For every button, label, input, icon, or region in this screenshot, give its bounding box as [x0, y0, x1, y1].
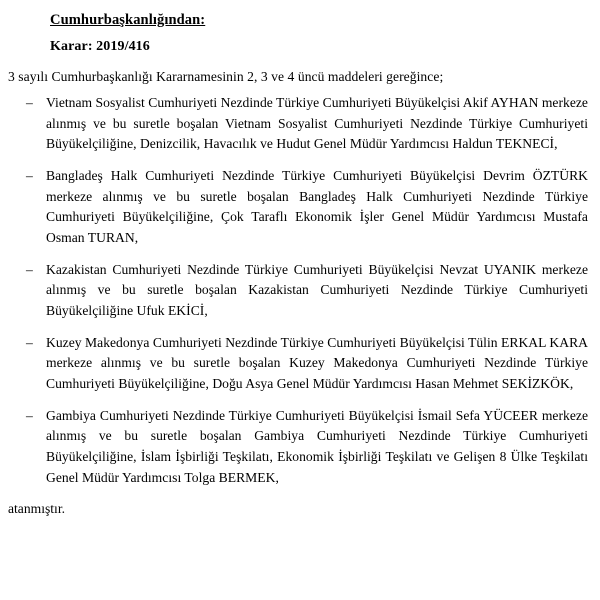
intro-paragraph: 3 sayılı Cumhurbaşkanlığı Kararnamesinin 2, 3 ve 4 üncü maddeleri gereğince; [8, 69, 444, 84]
list-item [8, 260, 590, 322]
list-bullet: – [26, 167, 33, 183]
appointment-list [8, 93, 590, 488]
list-item [8, 166, 590, 249]
list-item-text: Gambiya Cumhuriyeti Nezdinde Türkiye Cumhuriyeti Büyükelçisi İsmail Sefa YÜCEER merkeze alınmış ve bu suretle boşalan Gambiya Cumhuriyeti Nezdinde Türkiye Cumhuriyeti Büyükelçiliğine, İslam İşbirliği Teşkilatı, Ekonomik İşbirliği Teşkilatı ve Gelişen 8 Ülke Teşkilatı Genel Müdür Yardımcısı Tolga BERMEK, [46, 407, 588, 485]
list-item [8, 406, 590, 489]
list-item-text: Kuzey Makedonya Cumhuriyeti Nezdinde Türkiye Cumhuriyeti Büyükelçisi Tülin ERKAL KARA merkeze alınmış ve bu suretle boşalan Kuzey Makedonya Cumhuriyeti Nezdinde Türkiye Cumhuriyeti Büyükelçiliğine, Doğu Asya Genel Müdür Yardımcısı Hasan Mehmet SEKİZKÖK, [46, 334, 588, 391]
list-item-text: Vietnam Sosyalist Cumhuriyeti Nezdinde Türkiye Cumhuriyeti Büyükelçisi Akif AYHAN merkeze alınmış ve bu suretle boşalan Vietnam Sosyalist Cumhuriyeti Nezdinde Türkiye Cumhuriyeti Büyükelçiliğine, Denizcilik, Havacılık ve Hudut Genel Müdür Yardımcısı Haldun TEKNECİ, [46, 95, 588, 152]
list-bullet: – [26, 334, 33, 350]
list-item-text: Kazakistan Cumhuriyeti Nezdinde Türkiye Cumhuriyeti Büyükelçisi Nevzat UYANIK merkeze alınmış ve bu suretle boşalan Kazakistan Cumhuriyeti Nezdinde Türkiye Cumhuriyeti Büyükelçiliğine Ufuk EKİCİ, [46, 261, 588, 318]
page-title: Cumhurbaşkanlığından: [50, 12, 206, 28]
list-item-text: Bangladeş Halk Cumhuriyeti Nezdinde Türkiye Cumhuriyeti Büyükelçisi Devrim ÖZTÜRK merkeze alınmış ve bu suretle boşalan Bangladeş Halk Cumhuriyeti Nezdinde Türkiye Cumhuriyeti Büyükelçiliğine, Çok Taraflı Ekonomik İşler Genel Müdür Yardımcısı Mustafa Osman TURAN, [46, 167, 588, 245]
closing-line: atanmıştır. [8, 501, 66, 517]
list-bullet: – [26, 407, 33, 423]
list-bullet: – [26, 261, 33, 277]
list-item [8, 333, 590, 395]
list-item [8, 93, 590, 155]
list-bullet: – [26, 95, 33, 110]
decision-number: Karar: 2019/416 [50, 39, 150, 54]
